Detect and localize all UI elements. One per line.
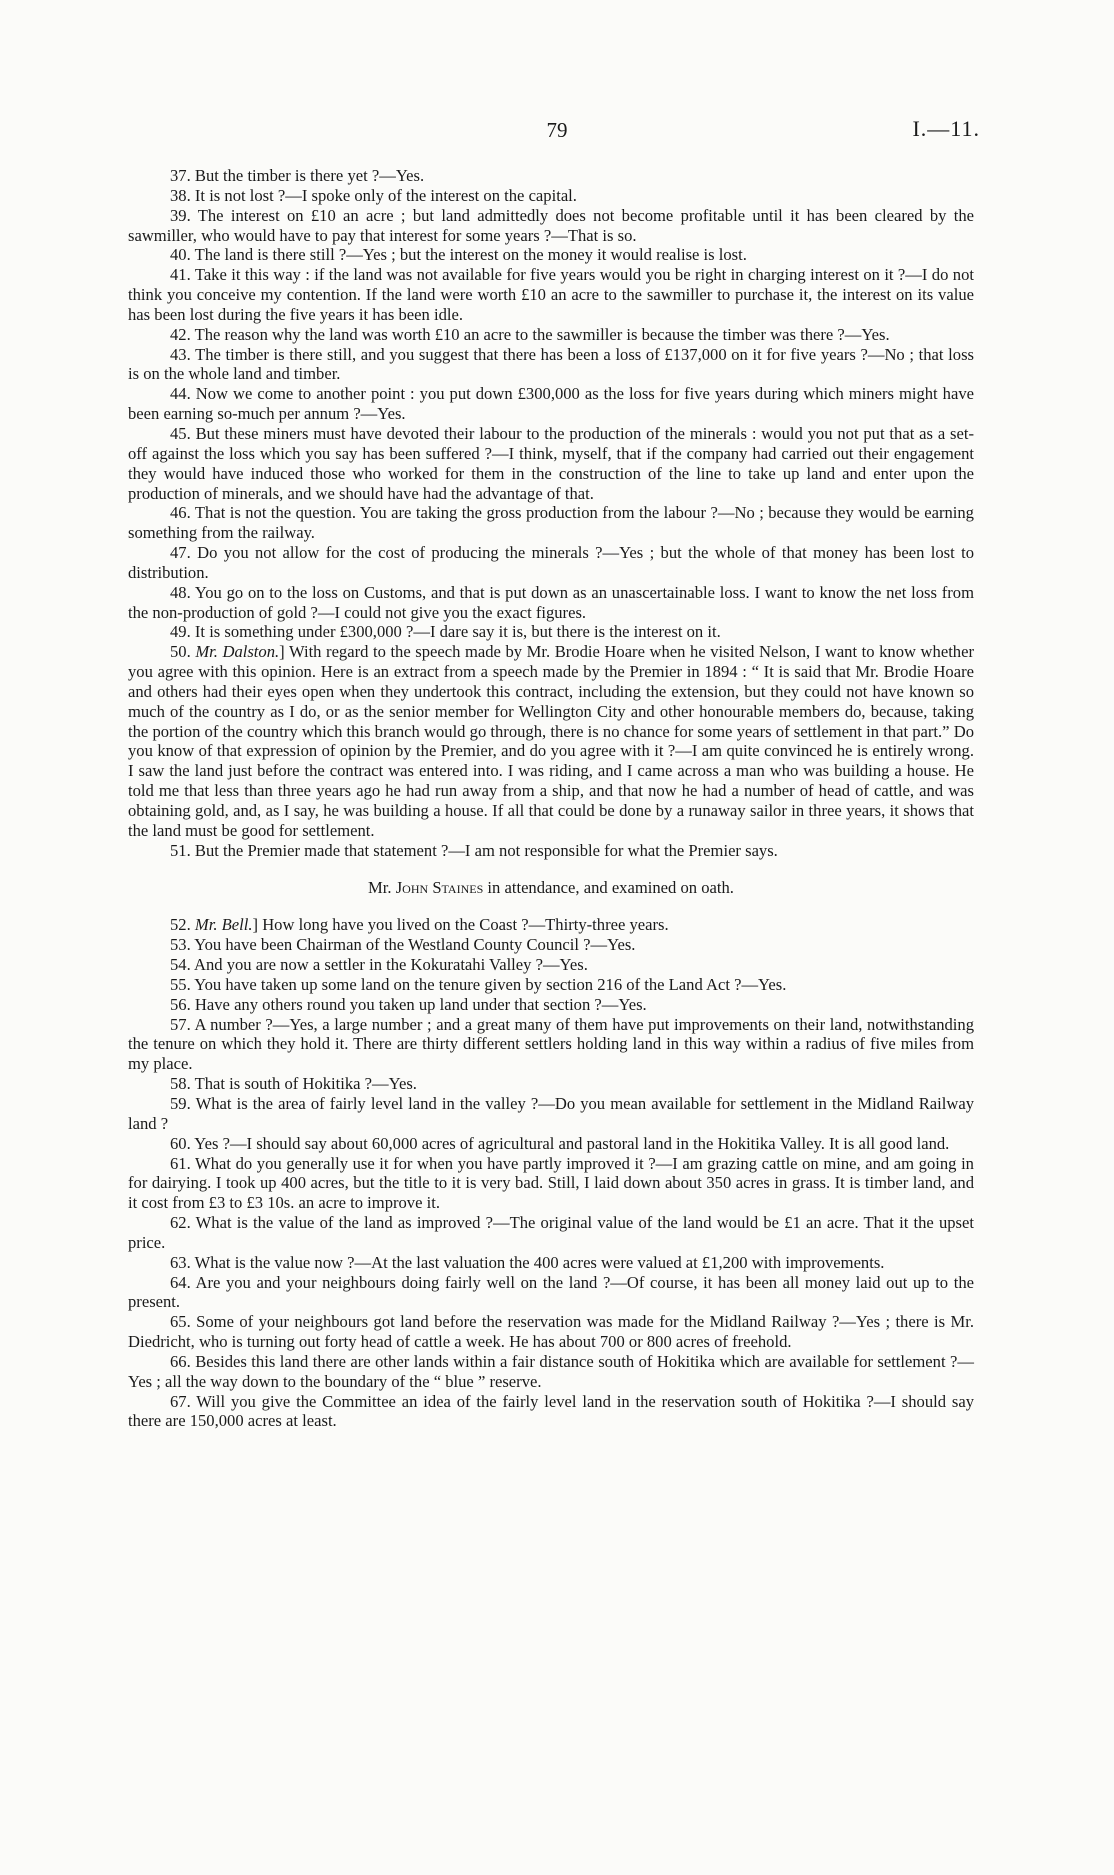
question-number: 62.	[170, 1213, 191, 1233]
body-text	[128, 166, 974, 1431]
question-text: It is something under £300,000 ?—I dare say it is, but there is the interest on it.	[194, 622, 721, 642]
question-text: Are you and your neighbours doing fairly well on the land ?—Of course, it has been all money laid out up to the present.	[128, 1272, 974, 1312]
question-text: Now we come to another point : you put down £300,000 as the loss for five years during which miners might have been earning so-much per annum ?—Yes.	[128, 384, 974, 424]
question-number: 57.	[170, 1014, 191, 1034]
question-paragraph	[128, 935, 974, 955]
question-text: A number ?—Yes, a large number ; and a great many of them have put improvements on their land, notwithstanding the tenure on which they hold it. There are thirty different settlers holding land in this way within a radius of five miles from my place.	[128, 1014, 974, 1074]
question-number: 38.	[170, 185, 191, 205]
question-text: What is the value of the land as improved ?—The original value of the land would be £1 an acre. That it the upset price.	[128, 1213, 974, 1252]
question-text: Take it this way : if the land was not available for five years would you be right in charging interest on it ?—I do not think you conceive my contention. If the land were worth £10 an acre to the sawmiller to purchase it, the interest on its value has been lost during the five years it has been idle.	[128, 265, 974, 324]
question-paragraph	[128, 975, 974, 995]
question-text: Do you not allow for the cost of producing the minerals ?—Yes ; but the whole of that money has been lost to distribution.	[128, 543, 974, 582]
page-number: 79	[546, 118, 568, 142]
evidence-section-after	[128, 915, 974, 1431]
question-number: 41.	[170, 265, 191, 285]
question-paragraph: 50. Mr. Dalston.] With regard to the speech made by Mr. Brodie Hoare when he visited Nelson, I want to know whether you agree with this opinion. Here is an extract from a speech made by the Premier in 1894 : “ It is said that Mr. Brodie Hoare and others had their eyes open when they undertook this contract, including the extension, but they could not have known so much of the country as I do, or as the senior member for Wellington City and other honourable members do, because, taking the portion of the country which this branch would go through, there is no chance for some years of settlement in that part.” Do you know of that expression of opinion by the Premier, and do you agree with it ?—I am quite convinced he is entirely wrong. I saw the land just before the contract was entered into. I was riding, and I came across a man who was building a house. He told me that less than three years ago he had run away from a ship, and that now he had a number of head of cattle, and was obtaining gold, and, as I say, he was building a house. If all that could be done by a runaway sailor in three years, it shows that the land must be good for settlement.	[128, 642, 974, 840]
question-paragraph	[128, 345, 974, 385]
question-text: What is the value now ?—At the last valuation the 400 acres were valued at £1,200 with improvements.	[194, 1252, 885, 1272]
question-paragraph	[128, 995, 974, 1015]
question-number: 63.	[170, 1252, 191, 1272]
question-text: The reason why the land was worth £10 an acre to the sawmiller is because the timber was there ?—Yes.	[194, 324, 890, 344]
question-number: 47.	[170, 543, 191, 563]
question-number: 61.	[170, 1153, 191, 1173]
question-number: 48.	[170, 582, 191, 602]
question-text: The land is there still ?—Yes ; but the interest on the money it would realise is lost.	[194, 245, 747, 265]
question-number: 44.	[170, 384, 191, 404]
question-paragraph	[128, 583, 974, 623]
question-text: Yes ?—I should say about 60,000 acres of agricultural and pastoral land in the Hokitika Valley. It is all good land.	[194, 1133, 950, 1153]
speaker-name: Mr. Bell.	[194, 915, 253, 935]
question-number: 39.	[170, 205, 191, 225]
document-reference: I.—11.	[912, 116, 980, 141]
question-paragraph	[128, 325, 974, 345]
question-paragraph	[128, 424, 974, 503]
question-paragraph	[128, 622, 974, 642]
question-paragraph: 52. Mr. Bell.] How long have you lived on the Coast ?—Thirty-three years.	[170, 915, 669, 935]
question-number: 40.	[170, 245, 191, 265]
question-number: 58.	[170, 1074, 191, 1094]
question-number: 60.	[170, 1133, 191, 1153]
question-paragraph	[128, 543, 974, 583]
question-paragraph	[128, 1392, 974, 1432]
question-paragraph	[128, 503, 974, 543]
question-number: 52.	[170, 915, 191, 935]
question-number: 67.	[170, 1391, 191, 1411]
witness-heading	[128, 878, 974, 898]
question-text: It is not lost ?—I spoke only of the interest on the capital.	[194, 185, 577, 205]
question-text: How long have you lived on the Coast ?—Thirty-three years.	[262, 915, 669, 935]
question-paragraph	[128, 265, 974, 325]
question-number: 43.	[170, 344, 191, 364]
question-paragraph	[128, 206, 974, 246]
question-paragraph	[128, 186, 974, 206]
question-paragraph	[128, 1312, 974, 1352]
question-number: 45.	[170, 423, 191, 443]
question-paragraph	[128, 1352, 974, 1392]
question-paragraph	[128, 1015, 974, 1075]
question-number: 37.	[170, 166, 191, 185]
question-paragraph	[128, 955, 974, 975]
question-paragraph	[128, 166, 974, 186]
question-paragraph	[128, 245, 974, 265]
question-number: 55.	[170, 974, 191, 994]
question-paragraph	[128, 1094, 974, 1134]
question-text: You have taken up some land on the tenure given by section 216 of the Land Act ?—Yes.	[194, 974, 787, 994]
evidence-section-before	[128, 166, 974, 861]
question-text: That is south of Hokitika ?—Yes.	[194, 1074, 417, 1094]
question-text: Some of your neighbours got land before the reservation was made for the Midland Railway ?—Yes ; there is Mr. Diedricht, who is turning out forty head of cattle a week. He has about 700 or 800 acres of freehold.	[128, 1312, 974, 1352]
question-number: 65.	[170, 1312, 191, 1332]
question-number: 42.	[170, 324, 191, 344]
question-paragraph	[128, 1074, 974, 1094]
question-text: Besides this land there are other lands within a fair distance south of Hokitika which are available for settlement ?—Yes ; all the way down to the boundary of the “ blue ” reserve.	[128, 1351, 974, 1391]
question-number: 66.	[170, 1351, 191, 1371]
question-text: But these miners must have devoted their labour to the production of the minerals : would you not put that as a set-off against the loss which you say has been suffered ?—I think, myself, that if the company had carried out their engagement they would have induced those who worked for them in the construction of the line to take up land and enter upon the production of minerals, and we should have had the advantage of that.	[128, 423, 974, 503]
question-number: 54.	[170, 955, 191, 975]
question-number: 64.	[170, 1272, 191, 1292]
question-text: You have been Chairman of the Westland County Council ?—Yes.	[194, 935, 636, 955]
question-paragraph	[128, 1253, 974, 1273]
question-paragraph	[128, 1154, 974, 1214]
question-paragraph	[128, 1134, 974, 1154]
question-number: 46.	[170, 503, 191, 523]
question-text: Have any others round you taken up land under that section ?—Yes.	[194, 994, 647, 1014]
question-text: But the Premier made that statement ?—I am not responsible for what the Premier says.	[194, 840, 778, 860]
question-text: And you are now a settler in the Kokuratahi Valley ?—Yes.	[193, 955, 588, 975]
question-text: With regard to the speech made by Mr. Brodie Hoare when he visited Nelson, I want to know whether you agree with this opinion. Here is an extract from a speech made by the Premier in 1894 : “ It is said that Mr. Brodie Hoare and others had their eyes open when they undertook this contract, including the extension, but they could not have known so much of the country as I do, or as the senior member for Wellington City and other honourable members do, because, taking the portion of the country which this branch would go through, there is no chance for some years of settlement in that part.” Do you know of that expression of opinion by the Premier, and do you agree with it ?—I am quite convinced he is entirely wrong. I saw the land just before the contract was entered into. I was riding, and I came across a man who was building a house. He told me that less than three years ago he had run away from a ship, and that now he had a number of head of cattle, and was obtaining gold, and, as I say, he was building a house. If all that could be done by a runaway sailor in three years, it shows that the land must be good for settlement.	[128, 642, 974, 840]
question-text: The timber is there still, and you suggest that there has been a loss of £137,000 on it for five years ?—No ; that loss is on the whole land and timber.	[128, 344, 974, 384]
question-text: You go on to the loss on Customs, and that is put down as an unascertainable loss. I want to know the net loss from the non-production of gold ?—I could not give you the exact figures.	[128, 582, 974, 622]
question-text: Will you give the Committee an idea of the fairly level land in the reservation south of Hokitika ?—I should say there are 150,000 acres at least.	[128, 1391, 974, 1431]
question-number: 51.	[170, 840, 191, 860]
speaker-name: Mr. Dalston.	[195, 642, 280, 662]
question-text: The interest on £10 an acre ; but land admittedly does not become profitable until it has been cleared by the sawmiller, who would have to pay that interest for some years ?—That is so.	[128, 205, 974, 245]
witness-prefix: Mr.	[368, 877, 392, 897]
witness-name: John Staines	[395, 877, 484, 897]
question-text: What do you generally use it for when you have partly improved it ?—I am grazing cattle on mine, and am going in for dairying. I took up 400 acres, but the title to it is very bad. Still, I laid down about 350 acres in grass. It is timber land, and it cost from £3 to £3 10s. an acre to improve it.	[128, 1153, 974, 1213]
question-number: 59.	[170, 1093, 191, 1113]
question-number: 50.	[170, 642, 191, 662]
question-text: That is not the question. You are taking the gross production from the labour ?—No ; because they would be earning something from the railway.	[128, 503, 974, 543]
question-paragraph	[128, 1273, 974, 1313]
question-number: 49.	[170, 622, 191, 642]
question-paragraph	[128, 841, 974, 861]
question-paragraph	[128, 1213, 974, 1253]
question-text: What is the area of fairly level land in the valley ?—Do you mean available for settlement in the Midland Railway land ?	[128, 1093, 974, 1133]
question-text: But the timber is there yet ?—Yes.	[194, 166, 425, 185]
question-number: 53.	[170, 935, 191, 955]
witness-suffix: in attendance, and examined on oath.	[487, 877, 734, 897]
question-number: 56.	[170, 994, 191, 1014]
question-paragraph	[128, 384, 974, 424]
